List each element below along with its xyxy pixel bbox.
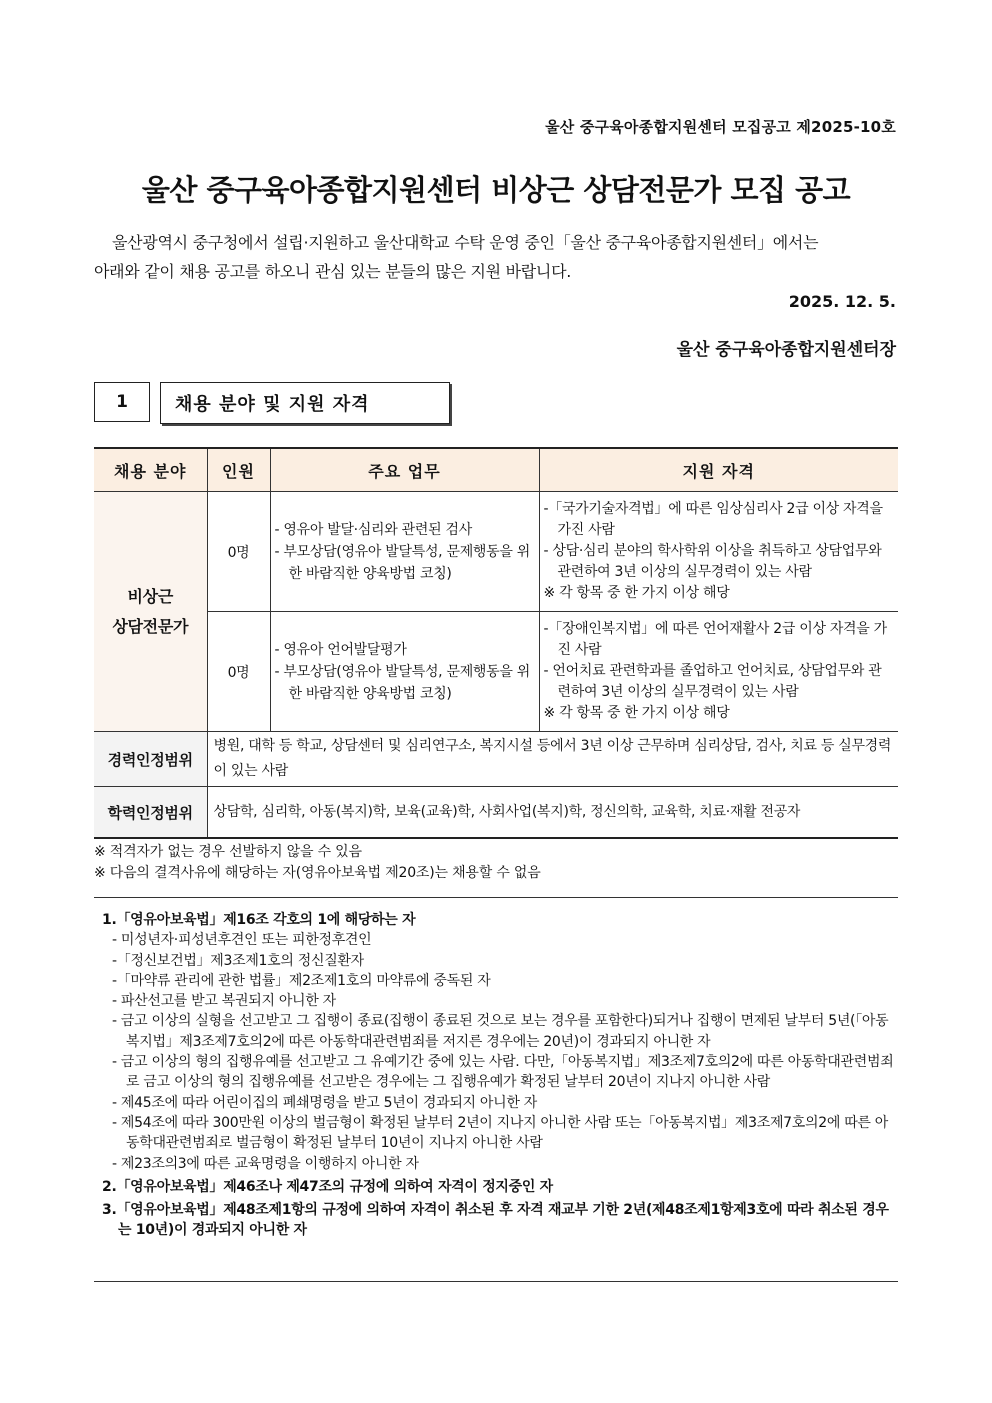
note-item: ※ 적격자가 없는 경우 선발하지 않을 수 있음	[94, 844, 362, 860]
education-row	[94, 787, 898, 839]
notes	[94, 842, 898, 884]
disqualification-item-1: 1.「영유아보육법」제16조 각호의 1에 해당하는 자	[102, 912, 416, 928]
disqualification-sub: - 파산선고를 받고 복권되지 아니한 자	[112, 993, 336, 1010]
duty-cell	[270, 612, 539, 732]
qualification-item: -「국가기술자격법」에 따른 임상심리사 2급 이상 자격을 가진 사람	[543, 501, 883, 538]
disqualification-sub: -「정신보건법」제3조제1호의 정신질환자	[112, 952, 364, 969]
disqualification-sub: - 제54조에 따라 300만원 이상의 벌금형이 확정된 날부터 2년이 지나지 아니한 사람 또는「아동복지법」제3조제7호의2에 따른 아동학대관련범죄로 벌금형이 확정된 날부터 10년이 지나지 아니한 사람	[112, 1114, 889, 1152]
field-cell	[94, 492, 207, 732]
qualification-item: - 상담·심리 분야의 학사학위 이상을 취득하고 상담업무와 관련하여 3년 이상의 실무경력이 있는 사람	[543, 543, 882, 580]
count-cell: 0명	[207, 492, 270, 612]
table-header-row	[94, 448, 898, 492]
header-field: 채용 분야	[94, 448, 207, 492]
note-item: ※ 다음의 결격사유에 해당하는 자(영유아보육법 제20조)는 채용할 수 없음	[94, 865, 541, 881]
disqualification-sub: - 금고 이상의 형의 집행유예를 선고받고 그 유예기간 중에 있는 사람. 다만,「아동복지법」제3조제7호의2에 따른 아동학대관련범죄로 금고 이상의 형의 집행유예를 선고받은 경우에는 그 집행유예가 확정된 날부터 20년이 지나지 아니한 사람	[112, 1054, 894, 1091]
field-line-1: 비상근	[127, 586, 173, 606]
count-cell: 0명	[207, 612, 270, 732]
disqualification-sub: - 제23조의3에 따른 교육명령을 이행하지 아니한 자	[112, 1155, 419, 1172]
disqualification-sub: -「마약류 관리에 관한 법률」제2조제1호의 마약류에 중독된 자	[112, 972, 491, 989]
career-label: 경력인정범위	[94, 732, 207, 787]
section-number: 1	[94, 382, 150, 422]
education-value: 상담학, 심리학, 아동(복지)학, 보육(교육)학, 사회사업(복지)학, 정신의학, 교육학, 치료·재활 전공자	[207, 787, 898, 839]
table-row	[94, 612, 898, 732]
qualification-note: ※ 각 항목 중 한 가지 이상 해당	[543, 705, 730, 721]
recruitment-table	[94, 447, 898, 839]
page-title: 울산 중구육아종합지원센터 비상근 상담전문가 모집 공고	[141, 173, 851, 207]
disqualification-box	[94, 897, 898, 1282]
table-row	[94, 492, 898, 612]
qualification-note: ※ 각 항목 중 한 가지 이상 해당	[543, 585, 730, 601]
duty-item: - 영유아 언어발달평가	[274, 641, 407, 658]
header-duties: 주요 업무	[270, 448, 539, 492]
duty-item: - 부모상담(영유아 발달특성, 문제행동을 위한 바람직한 양육방법 코칭)	[274, 663, 530, 702]
header-qualifications: 지원 자격	[539, 448, 898, 492]
duty-item: - 부모상담(영유아 발달특성, 문제행동을 위한 바람직한 양육방법 코칭)	[274, 543, 530, 582]
qualification-cell	[539, 492, 898, 612]
disqualification-sub: - 제45조에 따라 어린이집의 폐쇄명령을 받고 5년이 경과되지 아니한 자	[112, 1094, 537, 1111]
duty-cell	[270, 492, 539, 612]
education-label: 학력인정범위	[94, 787, 207, 839]
disqualification-sub: - 금고 이상의 실형을 선고받고 그 집행이 종료(집행이 종료된 것으로 보는 경우를 포함한다)되거나 집행이 면제된 날부터 5년(「아동복지법」제3조제7호의2에 따른 아동학대관련범죄를 저지른 경우에는 20년)이 경과되지 아니한 자	[112, 1013, 889, 1050]
intro-paragraph	[94, 228, 898, 286]
career-row	[94, 732, 898, 787]
header-count: 인원	[207, 448, 270, 492]
duty-item: - 영유아 발달·심리와 관련된 검사	[274, 521, 472, 538]
intro-line-1: 울산광역시 중구청에서 설립·지원하고 울산대학교 수탁 운영 중인「울산 중구육아종합지원센터」에서는	[112, 233, 819, 252]
disqualification-sub: - 미성년자·피성년후견인 또는 피한정후견인	[112, 932, 372, 949]
field-line-2: 상담전문가	[112, 616, 189, 636]
disqualification-item-2: 2.「영유아보육법」제46조나 제47조의 규정에 의하여 자격이 정지중인 자	[102, 1178, 553, 1195]
section-title: 채용 분야 및 지원 자격	[160, 382, 450, 424]
career-value: 병원, 대학 등 학교, 상담센터 및 심리연구소, 복지시설 등에서 3년 이상 근무하며 심리상담, 검사, 치료 등 실무경력이 있는 사람	[207, 732, 898, 787]
qualification-item: -「장애인복지법」에 따른 언어재활사 2급 이상 자격을 가진 사람	[543, 621, 887, 658]
intro-line-2: 아래와 같이 채용 공고를 하오니 관심 있는 분들의 많은 지원 바랍니다.	[94, 262, 572, 281]
notice-date: 2025. 12. 5.	[788, 292, 896, 311]
notice-number: 울산 중구육아종합지원센터 모집공고 제2025-10호	[545, 118, 896, 136]
qualification-item: - 언어치료 관련학과를 졸업하고 언어치료, 상담업무와 관련하여 3년 이상의 실무경력이 있는 사람	[543, 663, 882, 700]
disqualification-item-3: 3.「영유아보육법」제48조제1항의 규정에 의하여 자격이 취소된 후 자격 재교부 기한 2년(제48조제1항제3호에 따라 취소된 경우는 10년)이 경과되지 아니한 자	[102, 1202, 889, 1239]
organization-head: 울산 중구육아종합지원센터장	[676, 340, 896, 360]
qualification-cell	[539, 612, 898, 732]
